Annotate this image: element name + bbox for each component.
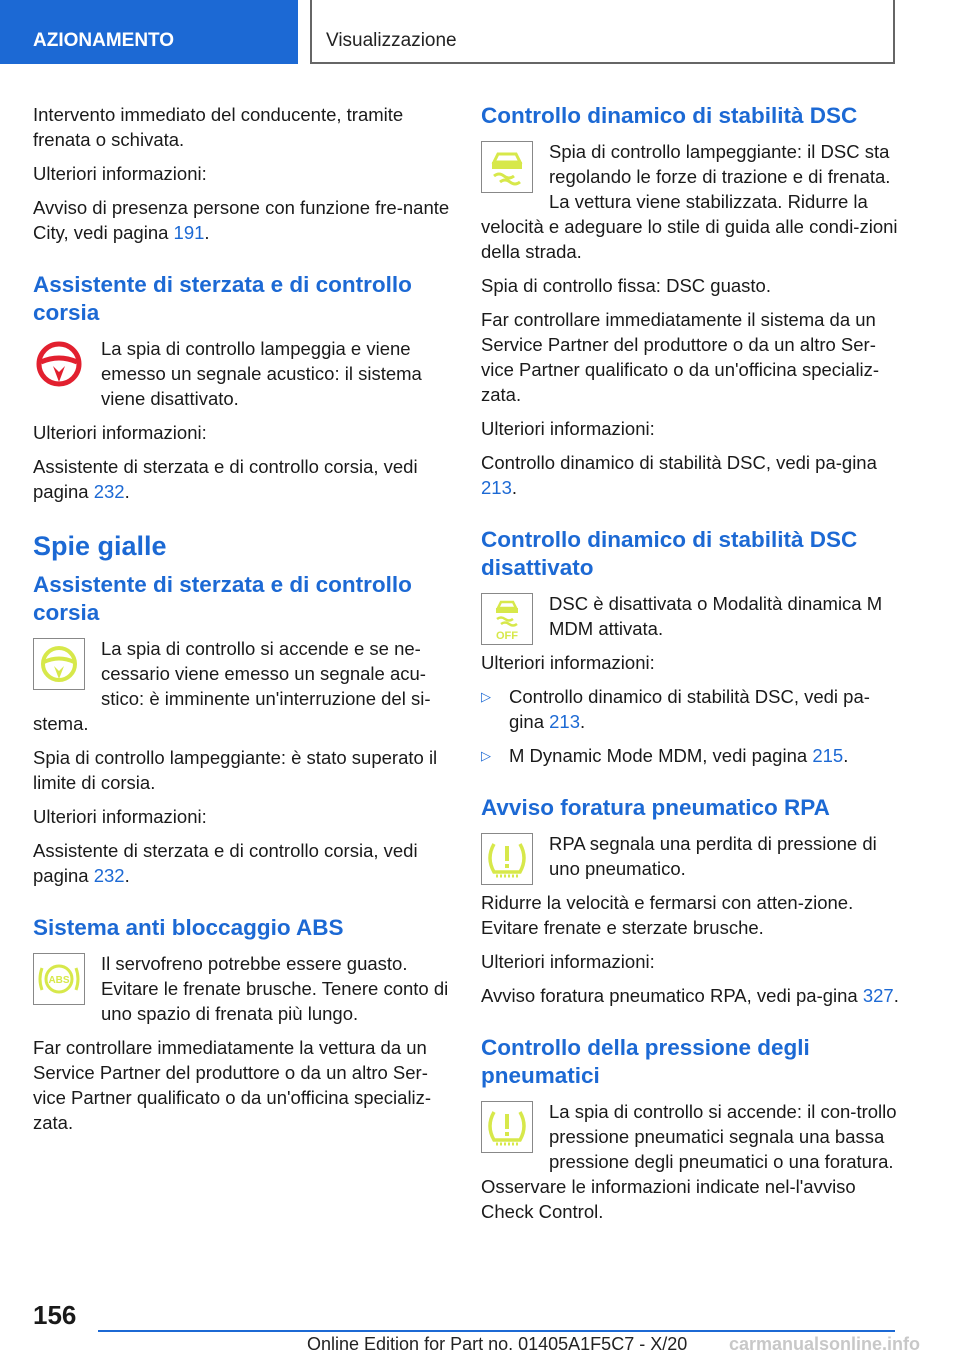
dsc-more: Ulteriori informazioni: [481,418,655,439]
svg-text:OFF: OFF [496,630,518,642]
lane-assist-red-more: Ulteriori informazioni: [33,422,207,443]
intro-text-1: Intervento immediato del conducente, tramite frenata o schivata. [33,104,404,150]
page-link-327[interactable]: 327 [862,985,894,1006]
block-dsc-off [481,591,899,684]
heading-rpa: Avviso foratura pneumatico RPA [481,795,830,820]
heading-lane-assist-yellow: Assistente di sterzata e di controllo corsia [33,572,412,625]
abs-text: Il servofreno potrebbe essere guasto. Evitare le frenate brusche. Tenere conto di uno spazio di frenata più lungo. [101,953,449,1024]
heading-yellow-lights: Spie gialle [33,531,167,561]
page-link-213-b[interactable]: 213 [549,711,580,732]
lane-assist-yellow-ref: Assistente di sterzata e di controllo corsia, vedi pagina 232. [33,840,418,886]
steering-wheel-red-icon [33,338,85,390]
footer-divider [98,1330,895,1332]
heading-lane-assist-red: Assistente di sterzata e di controllo corsia [33,272,412,325]
dsc-off-more: Ulteriori informazioni: [481,652,655,673]
dsc-off-icon [481,593,533,645]
lane-assist-yellow-more: Ulteriori informazioni: [33,806,207,827]
tire-warning-icon [481,833,533,885]
right-column [481,102,899,1233]
left-column [33,102,451,1144]
heading-tire-pressure: Controllo della pressione degli pneumatici [481,1035,810,1088]
block-tire-pressure [481,1099,899,1233]
bullet-triangle-icon: ▷ [481,748,491,763]
dsc-text: Spia di controllo lampeggiante: il DSC sta regolando le forze di trazione e di frenata. La vettura viene stabilizzata. Ridurre la velocità e adeguare lo stile di guida alle condi-zioni della strada. [481,141,898,262]
abs-icon [33,953,85,1005]
page-link-232[interactable]: 232 [93,481,125,502]
tire-pressure-text: La spia di controllo si accende: il con-trollo pressione pneumatici segnala una bassa pressione degli pneumatici o una foratura. Osservare le informazioni indicate nel-l'avviso Check Control. [481,1101,897,1222]
watermark: carmanualsonline.info [729,1334,921,1354]
section-tab: AZIONAMENTO [0,0,298,64]
dsc-fault: Spia di controllo fissa: DSC guasto. [481,275,771,296]
edition-info: Online Edition for Part no. 01405A1F5C7 - X/20 [307,1334,688,1354]
block-abs [33,951,451,1035]
dsc-ref: Controllo dinamico di stabilità DSC, vedi pa-gina 213. [481,452,877,498]
page-link-191[interactable]: 191 [173,222,205,243]
lane-assist-yellow-blink: Spia di controllo lampeggiante: è stato superato il limite di corsia. [33,747,438,793]
steering-wheel-yellow-icon [33,638,85,690]
dsc-off-list [481,684,899,768]
dsc-service: Far controllare immediatamente il sistema da un Service Partner del produttore o da un altro Ser-vice Partner qualificato o da un'officina specializ-zata. [481,309,880,405]
lane-assist-yellow-text: La spia di controllo si accende e se ne-cessario viene emesso un segnale acu-stico: è imminente un'interruzione del si-stema. [33,638,431,734]
rpa-more: Ulteriori informazioni: [481,951,655,972]
dsc-off-text: DSC è disattivata o Modalità dinamica M MDM attivata. [549,593,883,639]
block-dsc [481,139,899,273]
page-link-215[interactable]: 215 [812,745,844,766]
bullet-triangle-icon: ▷ [481,689,491,704]
block-rpa [481,831,899,949]
list-item: ▷ Controllo dinamico di stabilità DSC, vedi pa-gina 213. [481,686,870,732]
heading-abs: Sistema anti bloccaggio ABS [33,915,344,940]
page-number: 156 [33,1300,77,1330]
tire-pressure-icon [481,1101,533,1153]
dsc-icon [481,141,533,193]
block-lane-assist-yellow [33,636,451,745]
rpa-ref: Avviso foratura pneumatico RPA, vedi pa-gina 327. [481,985,899,1006]
svg-text:ABS: ABS [48,975,70,986]
abs-service: Far controllare immediatamente la vettura da un Service Partner del produttore o da un altro Ser-vice Partner qualificato o da un'officina specializ-zata. [33,1037,432,1133]
page-link-213[interactable]: 213 [481,477,512,498]
intro-text-3: Avviso di presenza persone con funzione fre-nante City, vedi pagina 191. [33,197,450,243]
heading-dsc: Controllo dinamico di stabilità DSC [481,103,858,128]
intro-text-2: Ulteriori informazioni: [33,163,207,184]
list-item: ▷ M Dynamic Mode MDM, vedi pagina 215. [481,745,849,766]
lane-assist-red-ref: Assistente di sterzata e di controllo corsia, vedi pagina 232. [33,456,418,502]
subsection-title: Visualizzazione [310,0,895,64]
block-lane-assist-red [33,336,451,420]
lane-assist-red-text: La spia di controllo lampeggia e viene emesso un segnale acustico: il sistema viene disattivato. [101,338,422,409]
heading-dsc-off: Controllo dinamico di stabilità DSC disattivato [481,527,858,580]
rpa-advice: Ridurre la velocità e fermarsi con atten-zione. Evitare frenate e sterzate brusche. [481,892,854,938]
page-link-232-b[interactable]: 232 [93,865,125,886]
rpa-text: RPA segnala una perdita di pressione di uno pneumatico. [549,833,877,879]
